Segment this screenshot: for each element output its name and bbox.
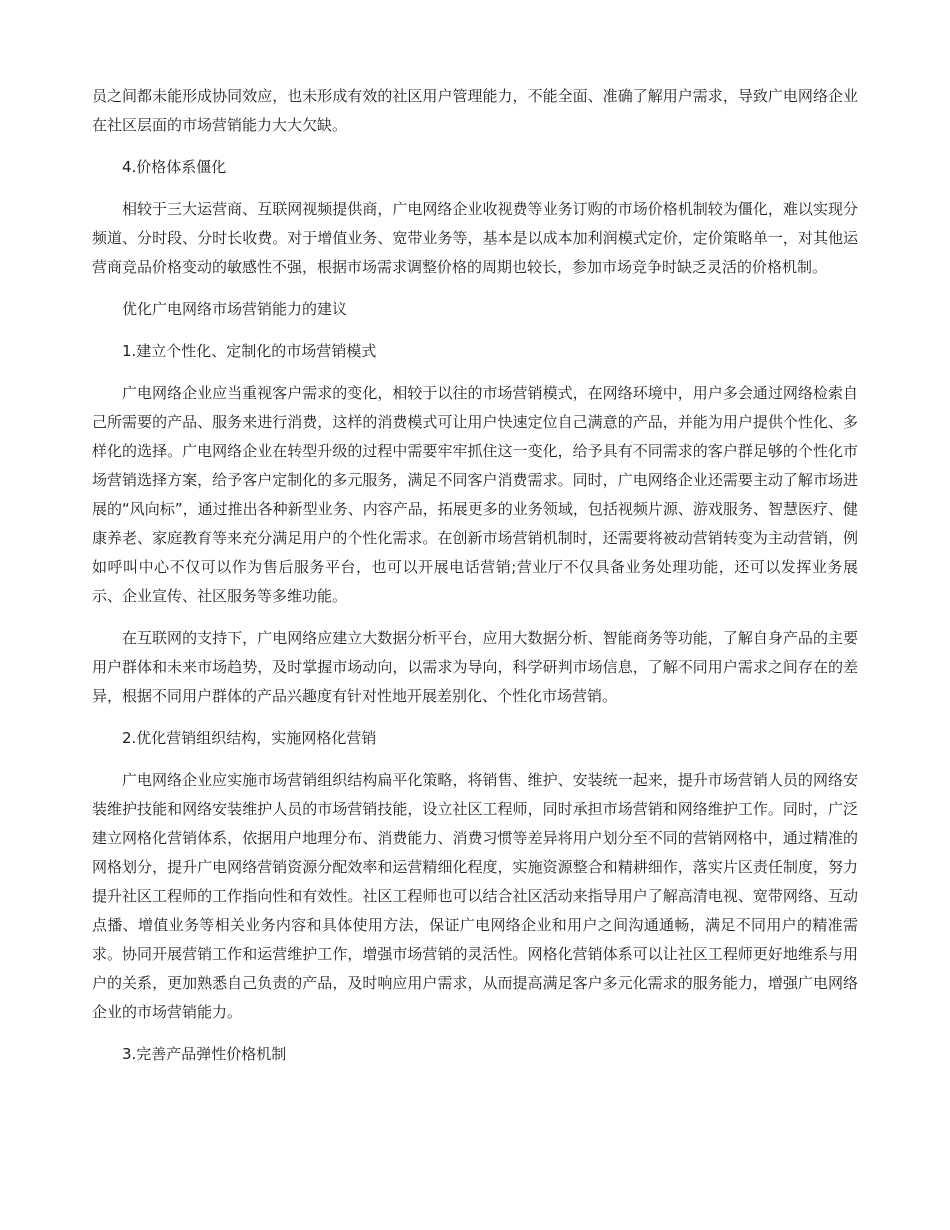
heading-grid-marketing: 2.优化营销组织结构，实施网格化营销: [122, 729, 377, 747]
paragraph-big-data: 在互联网的支持下，广电网络应建立大数据分析平台，应用大数据分析、智能商务等功能，了解自身产品的主要用户群体和未来市场趋势，及时掌握市场动向，以需求为导向，科学研判市场信息，了解不同用户需求之间存在的差异，根据不同用户群体的产品兴趣度有针对性地开展差别化、个性化市场营销。: [92, 629, 858, 705]
heading-price-rigid: 4.价格体系僵化: [122, 158, 227, 176]
heading-personalized-model: 1.建立个性化、定制化的市场营销模式: [122, 342, 377, 360]
heading-price-mechanism: 3.完善产品弹性价格机制: [122, 1045, 287, 1063]
paragraph-price-rigid: 相较于三大运营商、互联网视频提供商，广电网络企业收视费等业务订购的市场价格机制较为僵化，难以实现分频道、分时段、分时长收费。对于增值业务、宽带业务等，基本是以成本加利润模式定价，定价策略单一，对其他运营商竞品价格变动的敏感性不强，根据市场需求调整价格的周期也较长，参加市场竞争时缺乏灵活的价格机制。: [92, 200, 858, 276]
heading-suggestions: 优化广电网络市场营销能力的建议: [122, 300, 348, 318]
continued-paragraph: 员之间都未能形成协同效应，也未形成有效的社区用户管理能力，不能全面、准确了解用户需求，导致广电网络企业在社区层面的市场营销能力大大欠缺。: [92, 87, 858, 134]
paragraph-grid-marketing: 广电网络企业应实施市场营销组织结构扁平化策略，将销售、维护、安装统一起来，提升市场营销人员的网络安装维护技能和网络安装维护人员的市场营销技能，设立社区工程师，同时承担市场营销和网络维护工作。同时，广泛建立网格化营销体系，依据用户地理分布、消费能力、消费习惯等差异将用户划分至不同的营销网格中，通过精准的网格划分，提升广电网络营销资源分配效率和运营精细化程度，实施资源整合和精耕细作，落实片区责任制度，努力提升社区工程师的工作指向性和有效性。社区工程师也可以结合社区活动来指导用户了解高清电视、宽带网络、互动点播、增值业务等相关业务内容和具体使用方法，保证广电网络企业和用户之间沟通通畅，满足不同用户的精准需求。协同开展营销工作和运营维护工作，增强市场营销的灵活性。网格化营销体系可以让社区工程师更好地维系与用户的关系，更加熟悉自己负责的产品，及时响应用户需求，从而提高满足客户多元化需求的服务能力，增强广电网络企业的市场营销能力。: [92, 771, 858, 1021]
paragraph-personalized-model: 广电网络企业应当重视客户需求的变化，相较于以往的市场营销模式，在网络环境中，用户多会通过网络检索自己所需要的产品、服务来进行消费，这样的消费模式可让用户快速定位自己满意的产品，并能为用户提供个性化、多样化的选择。广电网络企业在转型升级的过程中需要牢牢抓住这一变化，给予具有不同需求的客户群足够的个性化市场营销选择方案，给予客户定制化的多元服务，满足不同客户消费需求。同时，广电网络企业还需要主动了解市场进展的“风向标”，通过推出各种新型业务、内容产品，拓展更多的业务领域，包括视频片源、游戏服务、智慧医疗、健康养老、家庭教育等来充分满足用户的个性化需求。在创新市场营销机制时，还需要将被动营销转变为主动营销，例如呼叫中心不仅可以作为售后服务平台，也可以开展电话营销;营业厅不仅具备业务处理功能，还可以发挥业务展示、企业宣传、社区服务等多维功能。: [92, 384, 858, 605]
